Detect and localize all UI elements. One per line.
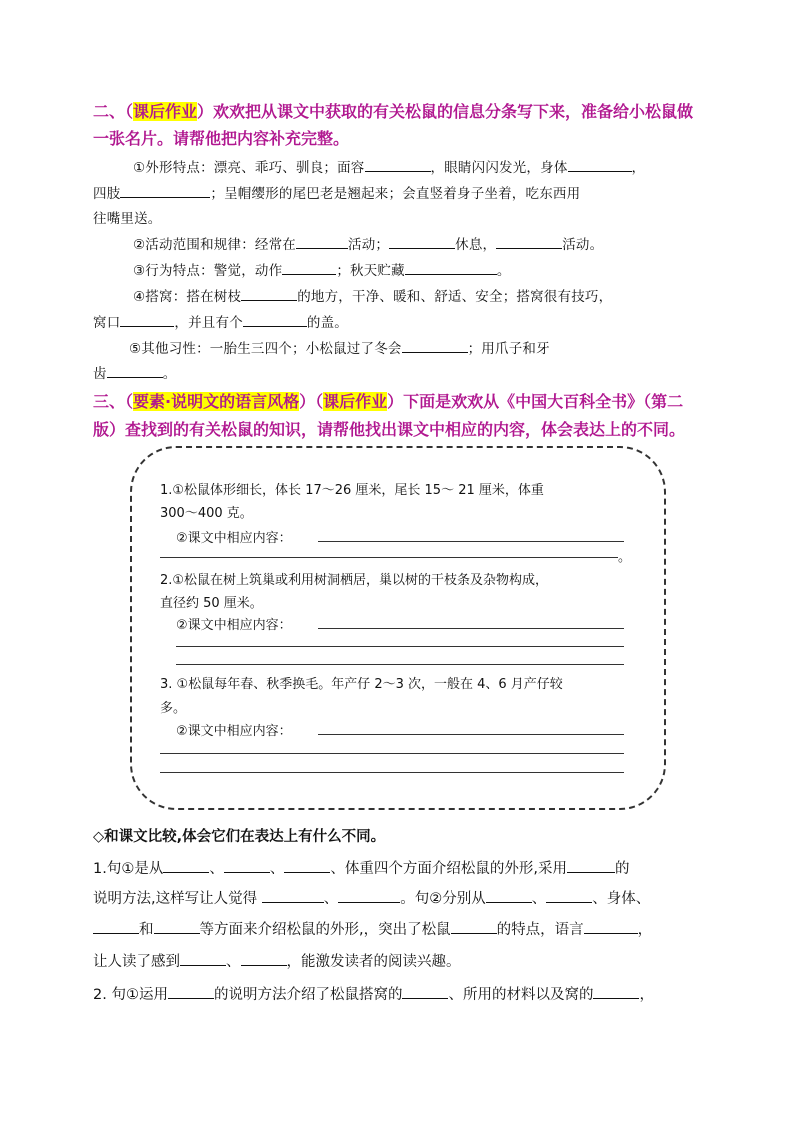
text: 、 [323, 891, 339, 907]
answer-blank[interactable] [120, 312, 174, 327]
answer-blank[interactable] [451, 919, 497, 934]
text: ，能激发读者的阅读兴趣。 [286, 954, 461, 970]
text: 。句②分别从 [400, 891, 486, 907]
section2-heading-line2: 一张名片。请帮他把内容补充完整。 [93, 129, 350, 148]
q3-answer-line[interactable] [160, 753, 624, 754]
text: 的盖。 [306, 315, 349, 331]
text: ④搭窝：搭在树枝 [133, 289, 242, 305]
heading-prefix: 二、（ [93, 102, 134, 121]
text: ①外形特点：漂亮、乖巧、驯良；面容 [133, 160, 365, 176]
item2 [133, 233, 603, 253]
answer-blank[interactable] [282, 260, 336, 275]
answer-blank[interactable] [338, 888, 400, 903]
text: ， [637, 922, 653, 938]
q2-line2: 直径约 50 厘米。 [160, 596, 263, 611]
item1-line3: 往嘴里送。 [93, 211, 162, 227]
answer-blank[interactable] [584, 919, 638, 934]
text: 窝口 [93, 315, 121, 331]
text: ， [639, 987, 654, 1003]
answer-blank[interactable] [567, 858, 615, 873]
text: 。 [496, 263, 511, 279]
item5-line2 [93, 362, 176, 382]
text: ， [631, 160, 646, 176]
text: ②活动范围和规律：经常在 [133, 237, 297, 253]
answer-blank[interactable] [224, 858, 270, 873]
text: 2. 句①运用 [93, 987, 168, 1003]
comparison-line4 [93, 950, 461, 971]
section3-heading-line2: 版）查找到的有关松鼠的知识，请帮他找出课文中相应的内容，体会表达上的不同。 [93, 420, 686, 439]
text: 让人读了感到 [93, 954, 180, 970]
text: 1.句①是从 [93, 861, 164, 877]
text: 和 [139, 922, 154, 938]
text: 活动。 [562, 237, 604, 253]
text: 活动； [348, 237, 390, 253]
answer-blank[interactable] [107, 363, 163, 378]
q3-prompt: ②课文中相应内容： [176, 724, 292, 739]
q1-line1: 1.①松鼠体形细长，体长 17～26 厘米，尾长 15～ 21 厘米，体重 [160, 483, 544, 498]
q1-answer-line[interactable] [160, 557, 618, 558]
answer-blank[interactable] [546, 888, 592, 903]
text: 、 [226, 954, 241, 970]
q3-answer-line[interactable] [318, 734, 624, 735]
heading-text: ）（ [299, 392, 324, 411]
comparison-line2 [93, 887, 650, 908]
element-tag: 要素·说明文的语言风格 [133, 392, 300, 411]
q2-answer-line[interactable] [176, 664, 624, 665]
answer-blank[interactable] [154, 919, 200, 934]
answer-blank[interactable] [243, 312, 307, 327]
q2-prompt: ②课文中相应内容： [176, 618, 292, 633]
answer-blank[interactable] [389, 234, 455, 249]
item5-line1 [129, 337, 550, 357]
answer-blank[interactable] [168, 984, 214, 999]
homework-tag: 课后作业 [133, 102, 198, 121]
comparison-line1 [93, 857, 629, 878]
text: 的特点，语言 [496, 922, 584, 938]
text: 四肢 [93, 186, 121, 202]
answer-blank[interactable] [93, 919, 139, 934]
heading-prefix: 三、（ [93, 392, 134, 411]
text: ；用爪子和牙 [467, 341, 550, 357]
answer-blank[interactable] [241, 951, 287, 966]
text: 说明方法,这样写让人觉得 [93, 891, 262, 907]
q1-end: 。 [618, 550, 632, 565]
item1-line2 [93, 182, 580, 202]
text: 、所用的材料以及窝的 [448, 987, 594, 1003]
comparison-line5 [93, 983, 654, 1004]
answer-blank[interactable] [568, 157, 632, 172]
text: ，并且有个 [174, 315, 243, 331]
q1-line2: 300～400 克。 [160, 506, 253, 521]
text: ，眼睛闪闪发光，身体 [430, 160, 568, 176]
answer-blank[interactable] [120, 183, 210, 198]
text: 齿 [93, 366, 107, 382]
answer-blank[interactable] [402, 338, 468, 353]
text: 休息， [455, 237, 497, 253]
text: ⑤其他习性：一胎生三四个；小松鼠过了冬会 [129, 341, 402, 357]
q1-answer-line[interactable] [318, 541, 624, 542]
heading-text: ）欢欢把从课文中获取的有关松鼠的信息分条写下来，准备给小松鼠做 [197, 102, 694, 121]
q2-answer-line[interactable] [318, 628, 624, 629]
homework-tag: 课后作业 [323, 392, 388, 411]
answer-blank[interactable] [402, 984, 448, 999]
q3-answer-line[interactable] [160, 772, 624, 773]
answer-blank[interactable] [241, 286, 297, 301]
item4-line1 [133, 285, 612, 305]
text: 、体重四个方面介绍松鼠的外形,采用 [330, 861, 567, 877]
text: 、 [209, 861, 224, 877]
answer-blank[interactable] [180, 951, 226, 966]
item3 [133, 259, 511, 279]
text: 、身体、 [592, 891, 651, 907]
answer-blank[interactable] [405, 260, 497, 275]
answer-blank[interactable] [163, 858, 209, 873]
item4-line2 [93, 311, 348, 331]
comparison-line3 [93, 918, 652, 939]
q1-prompt: ②课文中相应内容： [176, 531, 292, 546]
text: ③行为特点：警觉，动作 [133, 263, 283, 279]
text: 。 [162, 366, 177, 382]
text: 的 [614, 861, 630, 877]
heading-text: ）下面是欢欢从《中国大百科全书》（第二 [387, 392, 684, 411]
text: ；秋天贮藏 [336, 263, 405, 279]
answer-blank[interactable] [365, 157, 431, 172]
answer-blank[interactable] [296, 234, 348, 249]
section2-heading [93, 99, 693, 122]
q2-line1: 2.①松鼠在树上筑巢或利用树洞栖居，巢以树的干枝条及杂物构成， [160, 573, 549, 588]
answer-blank[interactable] [486, 888, 532, 903]
answer-blank[interactable] [496, 234, 562, 249]
text: 的地方，干净、暖和、舒适、安全；搭窝很有技巧， [297, 289, 613, 305]
comparison-heading: ◇和课文比较,体会它们在表达上有什么不同。 [93, 829, 386, 845]
section3-heading [93, 389, 683, 412]
text: 的说明方法介绍了松鼠搭窝的 [213, 987, 403, 1003]
answer-blank[interactable] [593, 984, 639, 999]
text: ；呈帽缨形的尾巴老是翘起来；会直竖着身子坐着，吃东西用 [210, 186, 581, 202]
item1-line1 [133, 156, 645, 176]
q3-line1: 3. ①松鼠每年春、秋季换毛。年产仔 2～3 次，一般在 4、6 月产仔较 [160, 677, 563, 692]
answer-blank[interactable] [284, 858, 330, 873]
text: 等方面来介绍松鼠的外形,，突出了松鼠 [199, 922, 451, 938]
text: 、 [531, 891, 547, 907]
text: 、 [269, 861, 285, 877]
q3-line2: 多。 [160, 701, 187, 716]
q2-answer-line[interactable] [176, 646, 624, 647]
answer-blank[interactable] [262, 888, 324, 903]
